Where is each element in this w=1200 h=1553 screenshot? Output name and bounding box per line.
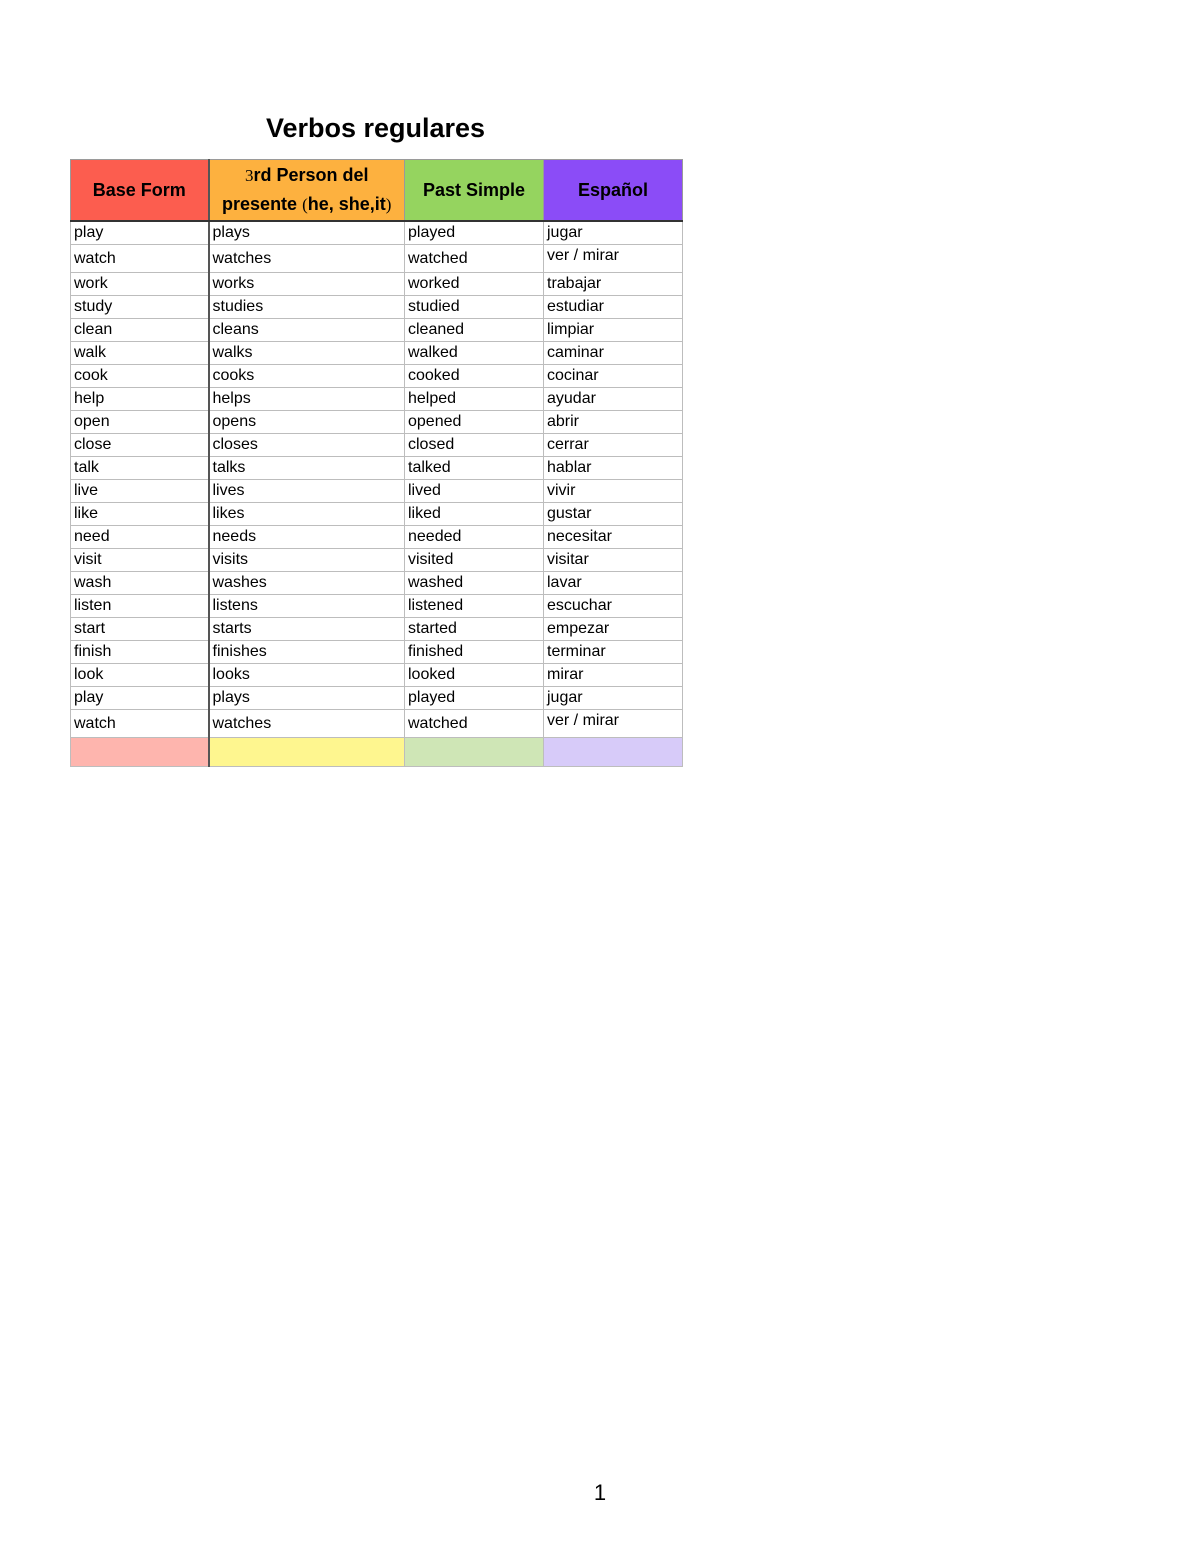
table-body [71,221,683,767]
cell-third-person: cleans [209,319,405,342]
cell-base-form: watch [71,245,209,273]
cell-past-simple: played [405,221,544,245]
header-past-simple: Past Simple [405,160,544,222]
cell-espanol: jugar [544,221,683,245]
table-row [71,342,683,365]
color-swatch-row [71,738,683,767]
cell-espanol: empezar [544,618,683,641]
cell-third-person: studies [209,296,405,319]
table-row [71,221,683,245]
cell-third-person: walks [209,342,405,365]
cell-base-form: finish [71,641,209,664]
cell-past-simple: cooked [405,365,544,388]
swatch-base-form [71,738,209,767]
cell-espanol: caminar [544,342,683,365]
swatch-past-simple [405,738,544,767]
cell-past-simple: listened [405,595,544,618]
cell-past-simple: helped [405,388,544,411]
cell-espanol: lavar [544,572,683,595]
cell-third-person: helps [209,388,405,411]
cell-third-person: lives [209,480,405,503]
header-third-person-line1: rd Person del [253,165,369,185]
cell-third-person: listens [209,595,405,618]
header-third-person-pronouns: he, she,it [307,194,386,214]
cell-third-person: plays [209,221,405,245]
cell-past-simple: worked [405,273,544,296]
cell-base-form: need [71,526,209,549]
cell-third-person: visits [209,549,405,572]
header-third-person-paren-open: ( [302,195,308,214]
table-row [71,245,683,273]
cell-third-person: likes [209,503,405,526]
cell-past-simple: talked [405,457,544,480]
table-row [71,480,683,503]
cell-base-form: watch [71,710,209,738]
cell-base-form: look [71,664,209,687]
cell-past-simple: played [405,687,544,710]
swatch-third-person [209,738,405,767]
cell-base-form: help [71,388,209,411]
table-row [71,296,683,319]
cell-base-form: close [71,434,209,457]
cell-past-simple: washed [405,572,544,595]
cell-base-form: talk [71,457,209,480]
table-row [71,365,683,388]
cell-espanol: cerrar [544,434,683,457]
table-row [71,664,683,687]
table-row [71,526,683,549]
table-row [71,388,683,411]
cell-base-form: clean [71,319,209,342]
cell-espanol: cocinar [544,365,683,388]
cell-espanol: limpiar [544,319,683,342]
table-row [71,549,683,572]
cell-espanol: mirar [544,664,683,687]
cell-past-simple: studied [405,296,544,319]
cell-espanol: trabajar [544,273,683,296]
cell-past-simple: lived [405,480,544,503]
cell-past-simple: finished [405,641,544,664]
table-row [71,595,683,618]
cell-base-form: wash [71,572,209,595]
cell-third-person: needs [209,526,405,549]
header-third-person-prefix: 3 [244,166,254,185]
page-title: Verbos regulares [265,113,486,143]
cell-base-form: play [71,221,209,245]
cell-past-simple: watched [405,710,544,738]
table-row [71,411,683,434]
cell-third-person: washes [209,572,405,595]
table-row [71,572,683,595]
cell-espanol: visitar [544,549,683,572]
cell-third-person: closes [209,434,405,457]
cell-espanol: hablar [544,457,683,480]
table-row [71,319,683,342]
verbs-table [70,159,683,767]
cell-espanol: jugar [544,687,683,710]
cell-base-form: like [71,503,209,526]
cell-third-person: finishes [209,641,405,664]
cell-espanol: ver / mirar [544,245,683,273]
cell-third-person: watches [209,710,405,738]
cell-espanol: escuchar [544,595,683,618]
cell-past-simple: started [405,618,544,641]
cell-past-simple: visited [405,549,544,572]
cell-third-person: opens [209,411,405,434]
cell-third-person: looks [209,664,405,687]
cell-past-simple: looked [405,664,544,687]
cell-past-simple: closed [405,434,544,457]
cell-base-form: study [71,296,209,319]
cell-past-simple: liked [405,503,544,526]
cell-espanol: necesitar [544,526,683,549]
table-row [71,710,683,738]
header-third-person [209,160,405,222]
cell-espanol: vivir [544,480,683,503]
swatch-espanol [544,738,683,767]
table-row [71,434,683,457]
table-row [71,273,683,296]
cell-past-simple: opened [405,411,544,434]
cell-base-form: visit [71,549,209,572]
cell-third-person: plays [209,687,405,710]
table-row [71,503,683,526]
cell-espanol: ayudar [544,388,683,411]
header-base-form: Base Form [71,160,209,222]
cell-base-form: walk [71,342,209,365]
cell-base-form: listen [71,595,209,618]
header-espanol: Español [544,160,683,222]
cell-past-simple: watched [405,245,544,273]
cell-third-person: cooks [209,365,405,388]
cell-base-form: work [71,273,209,296]
table-row [71,641,683,664]
table-row [71,457,683,480]
table-header-row [71,160,683,222]
cell-base-form: start [71,618,209,641]
header-third-person-paren-close: ) [385,195,392,214]
cell-base-form: live [71,480,209,503]
table-row [71,687,683,710]
cell-espanol: estudiar [544,296,683,319]
cell-espanol: terminar [544,641,683,664]
cell-past-simple: cleaned [405,319,544,342]
cell-espanol: gustar [544,503,683,526]
cell-third-person: watches [209,245,405,273]
cell-third-person: works [209,273,405,296]
cell-past-simple: needed [405,526,544,549]
cell-third-person: starts [209,618,405,641]
header-third-person-line2: presente [222,194,303,214]
cell-past-simple: walked [405,342,544,365]
page-number: 1 [593,1480,607,1505]
cell-third-person: talks [209,457,405,480]
cell-base-form: open [71,411,209,434]
cell-espanol: ver / mirar [544,710,683,738]
cell-base-form: cook [71,365,209,388]
cell-espanol: abrir [544,411,683,434]
cell-base-form: play [71,687,209,710]
table-row [71,618,683,641]
